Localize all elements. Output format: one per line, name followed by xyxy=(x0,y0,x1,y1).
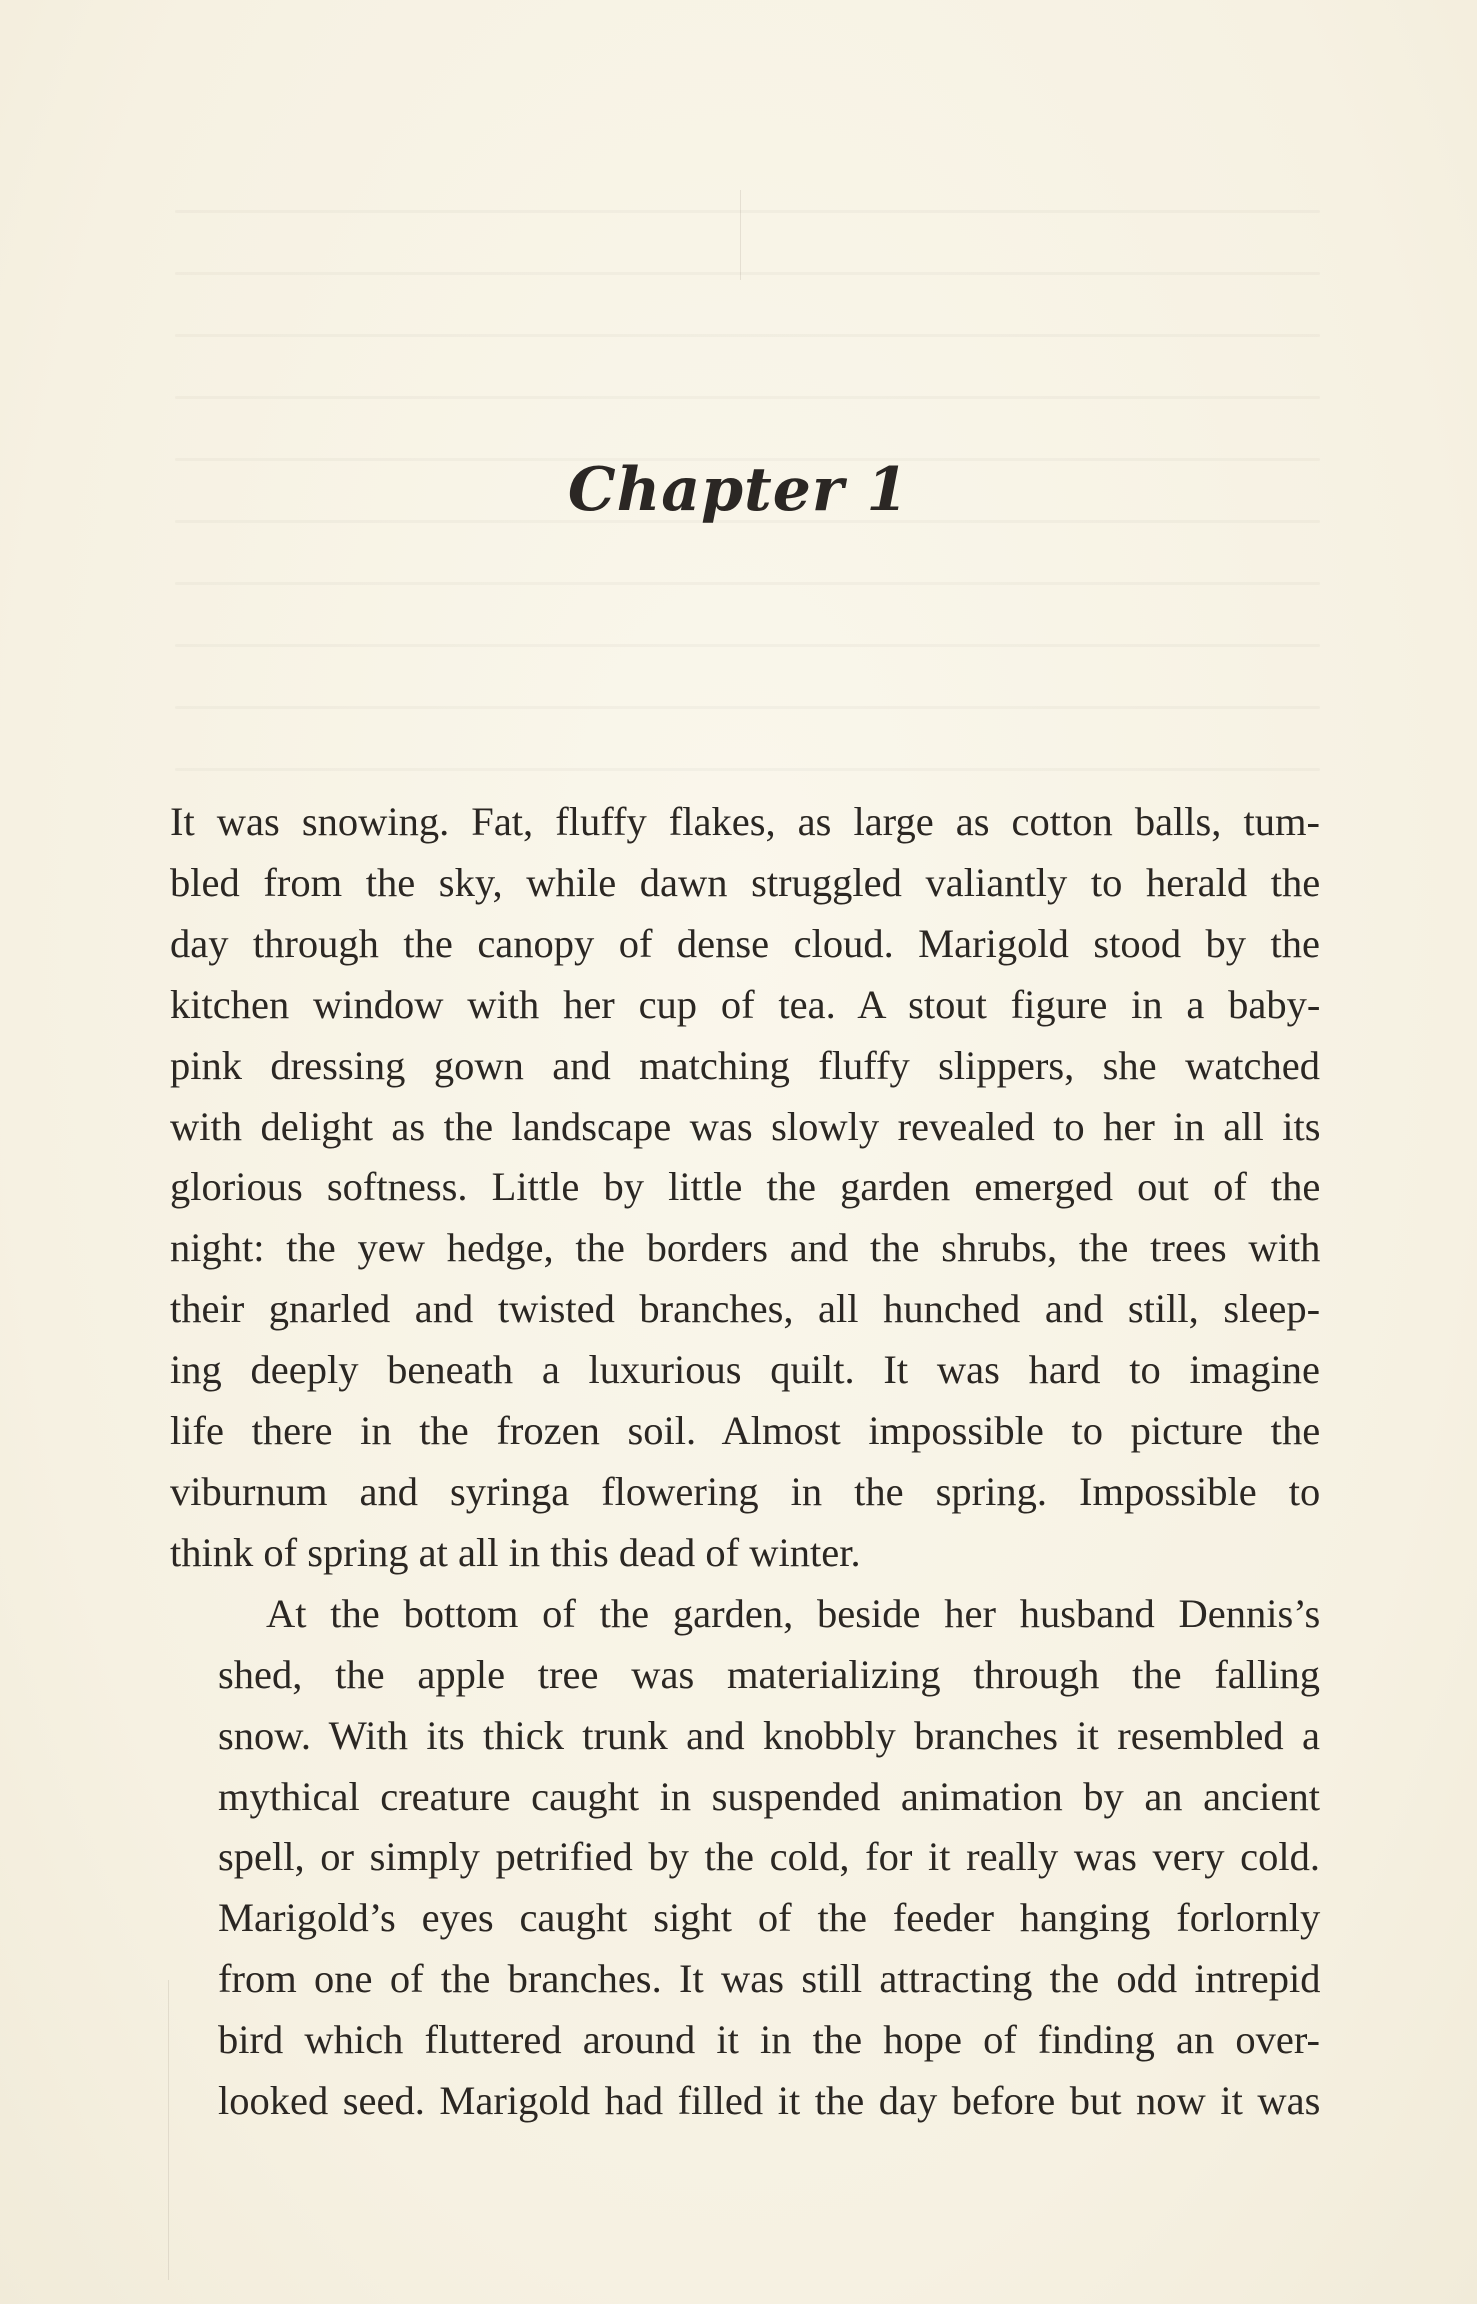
text-line: viburnum and syringa flowering in the spring. Impossible to xyxy=(170,1468,1321,1514)
text-line: shed, the apple tree was materializing through the falling xyxy=(218,1651,1321,1697)
text-line: ing deeply beneath a luxurious quilt. It was hard to imagine xyxy=(170,1347,1320,1393)
show-through-mark xyxy=(175,334,1320,337)
chapter-body xyxy=(170,792,1320,2132)
show-through-mark xyxy=(175,210,1320,213)
text-line: At the bottom of the garden, beside her husband Dennis’s xyxy=(266,1590,1321,1636)
text-line: kitchen window with her cup of tea. A stout figure in a baby- xyxy=(170,981,1321,1027)
text-line: It was snowing. Fat, fluffy flakes, as large as cotton balls, tum- xyxy=(170,799,1320,844)
text-line: life there in the frozen soil. Almost impossible to picture the xyxy=(170,1408,1321,1454)
text-line: Marigold’s eyes caught sight of the feeder hanging forlornly xyxy=(218,1895,1321,1941)
page-crease xyxy=(740,190,741,280)
text-line: bird which fluttered around it in the hope of finding an over- xyxy=(218,2017,1321,2063)
text-line: bled from the sky, while dawn struggled valiantly to herald the xyxy=(170,859,1321,905)
text-line: day through the canopy of dense cloud. Marigold stood by the xyxy=(170,920,1320,966)
show-through-mark xyxy=(175,706,1320,709)
show-through-mark xyxy=(175,582,1320,585)
paragraph-1 xyxy=(170,792,1320,1584)
text-line: pink dressing gown and matching fluffy slippers, she watched xyxy=(170,1042,1320,1088)
show-through-mark xyxy=(175,768,1320,771)
text-line: think of spring at all in this dead of winter. xyxy=(170,1529,861,1575)
text-line: with delight as the landscape was slowly revealed to her in all its xyxy=(170,1103,1321,1149)
text-line: their gnarled and twisted branches, all hunched and still, sleep- xyxy=(170,1286,1321,1332)
text-line: mythical creature caught in suspended animation by an ancient xyxy=(218,1773,1320,1819)
chapter-title: Chapter 1 xyxy=(567,455,910,526)
text-line: glorious softness. Little by little the garden emerged out of the xyxy=(170,1164,1321,1210)
show-through-mark xyxy=(175,644,1320,647)
show-through-mark xyxy=(175,396,1320,399)
show-through-mark xyxy=(175,272,1320,275)
paragraph-2 xyxy=(170,1584,1320,2132)
text-line: from one of the branches. It was still attracting the odd intrepid xyxy=(218,1956,1321,2002)
text-line: looked seed. Marigold had filled it the day before but now it was xyxy=(218,2078,1321,2124)
page-crease xyxy=(168,1980,169,2280)
text-line: snow. With its thick trunk and knobbly branches it resembled a xyxy=(218,1712,1320,1758)
text-line: night: the yew hedge, the borders and the shrubs, the trees with xyxy=(170,1225,1321,1271)
text-line: spell, or simply petrified by the cold, for it really was very cold. xyxy=(218,1834,1320,1880)
